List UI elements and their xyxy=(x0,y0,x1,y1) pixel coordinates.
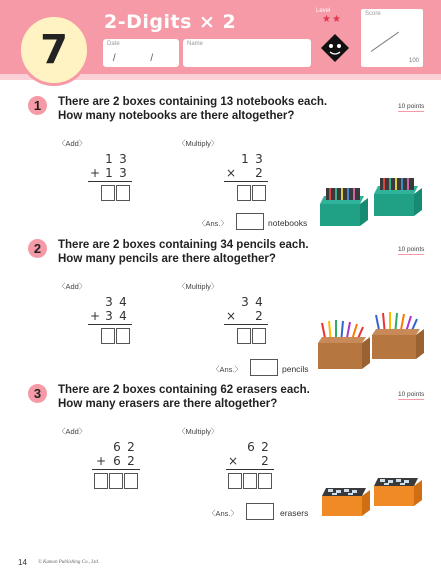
add-label: 〈Add〉 xyxy=(58,282,87,291)
problem-number: 2 xyxy=(28,239,47,258)
unit-number-badge xyxy=(18,14,90,86)
mul-answer-tens-box[interactable] xyxy=(243,473,257,489)
problem-number: 1 xyxy=(28,96,47,115)
multiply-label: 〈Multiply〉 xyxy=(178,282,219,291)
answer-box[interactable] xyxy=(250,359,278,376)
name-label: Name xyxy=(187,41,204,47)
add-top-ones: 3 xyxy=(119,152,127,166)
score-field[interactable] xyxy=(360,8,424,68)
add-rule xyxy=(88,181,132,182)
mul-answer-ones-box[interactable] xyxy=(258,473,272,489)
mul-rule xyxy=(226,469,274,470)
add-bottom-ones: 2 xyxy=(127,454,135,468)
add-answer-ones-box[interactable] xyxy=(124,473,138,489)
add-answer-ones-box[interactable] xyxy=(116,328,130,344)
answer-label: 〈Ans.〉 xyxy=(208,509,239,518)
mascot-icon xyxy=(320,33,350,63)
multiplier: 2 xyxy=(261,454,269,468)
date-separators: / / xyxy=(112,53,170,64)
copyright: © Kumon Publishing Co., Ltd. xyxy=(38,560,100,565)
eraser-boxes-icon xyxy=(318,468,432,518)
plus-sign: + xyxy=(89,309,101,323)
pencil-boxes-icon xyxy=(316,309,432,373)
level-stars-icon: ★★ xyxy=(322,14,342,25)
question-line-2: How many erasers are there altogether? xyxy=(58,398,278,410)
add-top-tens: 6 xyxy=(113,440,121,454)
mul-top-tens: 1 xyxy=(241,152,249,166)
mul-top-ones: 4 xyxy=(255,295,263,309)
add-top-ones: 4 xyxy=(119,295,127,309)
question-line-2: How many pencils are there altogether? xyxy=(58,253,276,265)
add-answer-ones-box[interactable] xyxy=(116,185,130,201)
add-top-tens: 3 xyxy=(105,295,113,309)
multiply-label: 〈Multiply〉 xyxy=(178,139,219,148)
plus-sign: + xyxy=(95,454,107,468)
add-bottom-tens: 1 xyxy=(105,166,113,180)
mul-answer-tens-box[interactable] xyxy=(237,328,251,344)
multiplier: 2 xyxy=(255,309,263,323)
answer-unit: pencils xyxy=(282,364,309,374)
add-bottom-tens: 6 xyxy=(113,454,121,468)
times-sign: × xyxy=(225,309,237,323)
date-field[interactable] xyxy=(103,39,179,67)
add-bottom-ones: 4 xyxy=(119,309,127,323)
add-label: 〈Add〉 xyxy=(58,139,87,148)
question-line-2: How many notebooks are there altogether? xyxy=(58,110,295,122)
mul-top-tens: 6 xyxy=(247,440,255,454)
unit-number: 7 xyxy=(40,27,68,73)
add-answer-tens-box[interactable] xyxy=(101,328,115,344)
multiply-label: 〈Multiply〉 xyxy=(178,427,219,436)
multiplier: 2 xyxy=(255,166,263,180)
question-line-1: There are 2 boxes containing 13 notebooks each. xyxy=(58,96,328,108)
points-label: 10 points xyxy=(398,246,425,253)
date-label: Date xyxy=(107,41,120,47)
add-label: 〈Add〉 xyxy=(58,427,87,436)
mul-rule xyxy=(224,324,268,325)
score-label: Score xyxy=(365,11,381,17)
mul-answer-hundreds-box[interactable] xyxy=(228,473,242,489)
mul-answer-ones-box[interactable] xyxy=(252,185,266,201)
add-answer-tens-box[interactable] xyxy=(101,185,115,201)
add-bottom-tens: 3 xyxy=(105,309,113,323)
add-rule xyxy=(92,469,140,470)
mul-answer-ones-box[interactable] xyxy=(252,328,266,344)
mul-top-tens: 3 xyxy=(241,295,249,309)
add-rule xyxy=(88,324,132,325)
points-label: 10 points xyxy=(398,103,425,110)
mul-rule xyxy=(224,181,268,182)
question-line-1: There are 2 boxes containing 62 erasers each. xyxy=(58,384,310,396)
points-label: 10 points xyxy=(398,391,425,398)
add-top-ones: 2 xyxy=(127,440,135,454)
question-line-1: There are 2 boxes containing 34 pencils each. xyxy=(58,239,309,251)
answer-unit: erasers xyxy=(280,508,309,518)
level-label: Level xyxy=(316,8,331,14)
name-field[interactable] xyxy=(183,39,311,67)
notebook-boxes-icon xyxy=(316,174,432,230)
unit-title: 2-Digits × 2 xyxy=(104,11,237,33)
times-sign: × xyxy=(227,454,239,468)
add-answer-hundreds-box[interactable] xyxy=(94,473,108,489)
times-sign: × xyxy=(225,166,237,180)
answer-label: 〈Ans.〉 xyxy=(198,219,229,228)
answer-box[interactable] xyxy=(236,213,264,230)
add-bottom-ones: 3 xyxy=(119,166,127,180)
plus-sign: + xyxy=(89,166,101,180)
add-top-tens: 1 xyxy=(105,152,113,166)
mul-top-ones: 2 xyxy=(261,440,269,454)
mul-answer-tens-box[interactable] xyxy=(237,185,251,201)
score-divider xyxy=(371,32,399,52)
problem-number: 3 xyxy=(28,384,47,403)
answer-label: 〈Ans.〉 xyxy=(212,365,243,374)
answer-box[interactable] xyxy=(246,503,274,520)
mul-top-ones: 3 xyxy=(255,152,263,166)
answer-unit: notebooks xyxy=(268,218,308,228)
page-number: 14 xyxy=(18,558,27,567)
score-total: 100 xyxy=(408,58,419,64)
add-answer-tens-box[interactable] xyxy=(109,473,123,489)
